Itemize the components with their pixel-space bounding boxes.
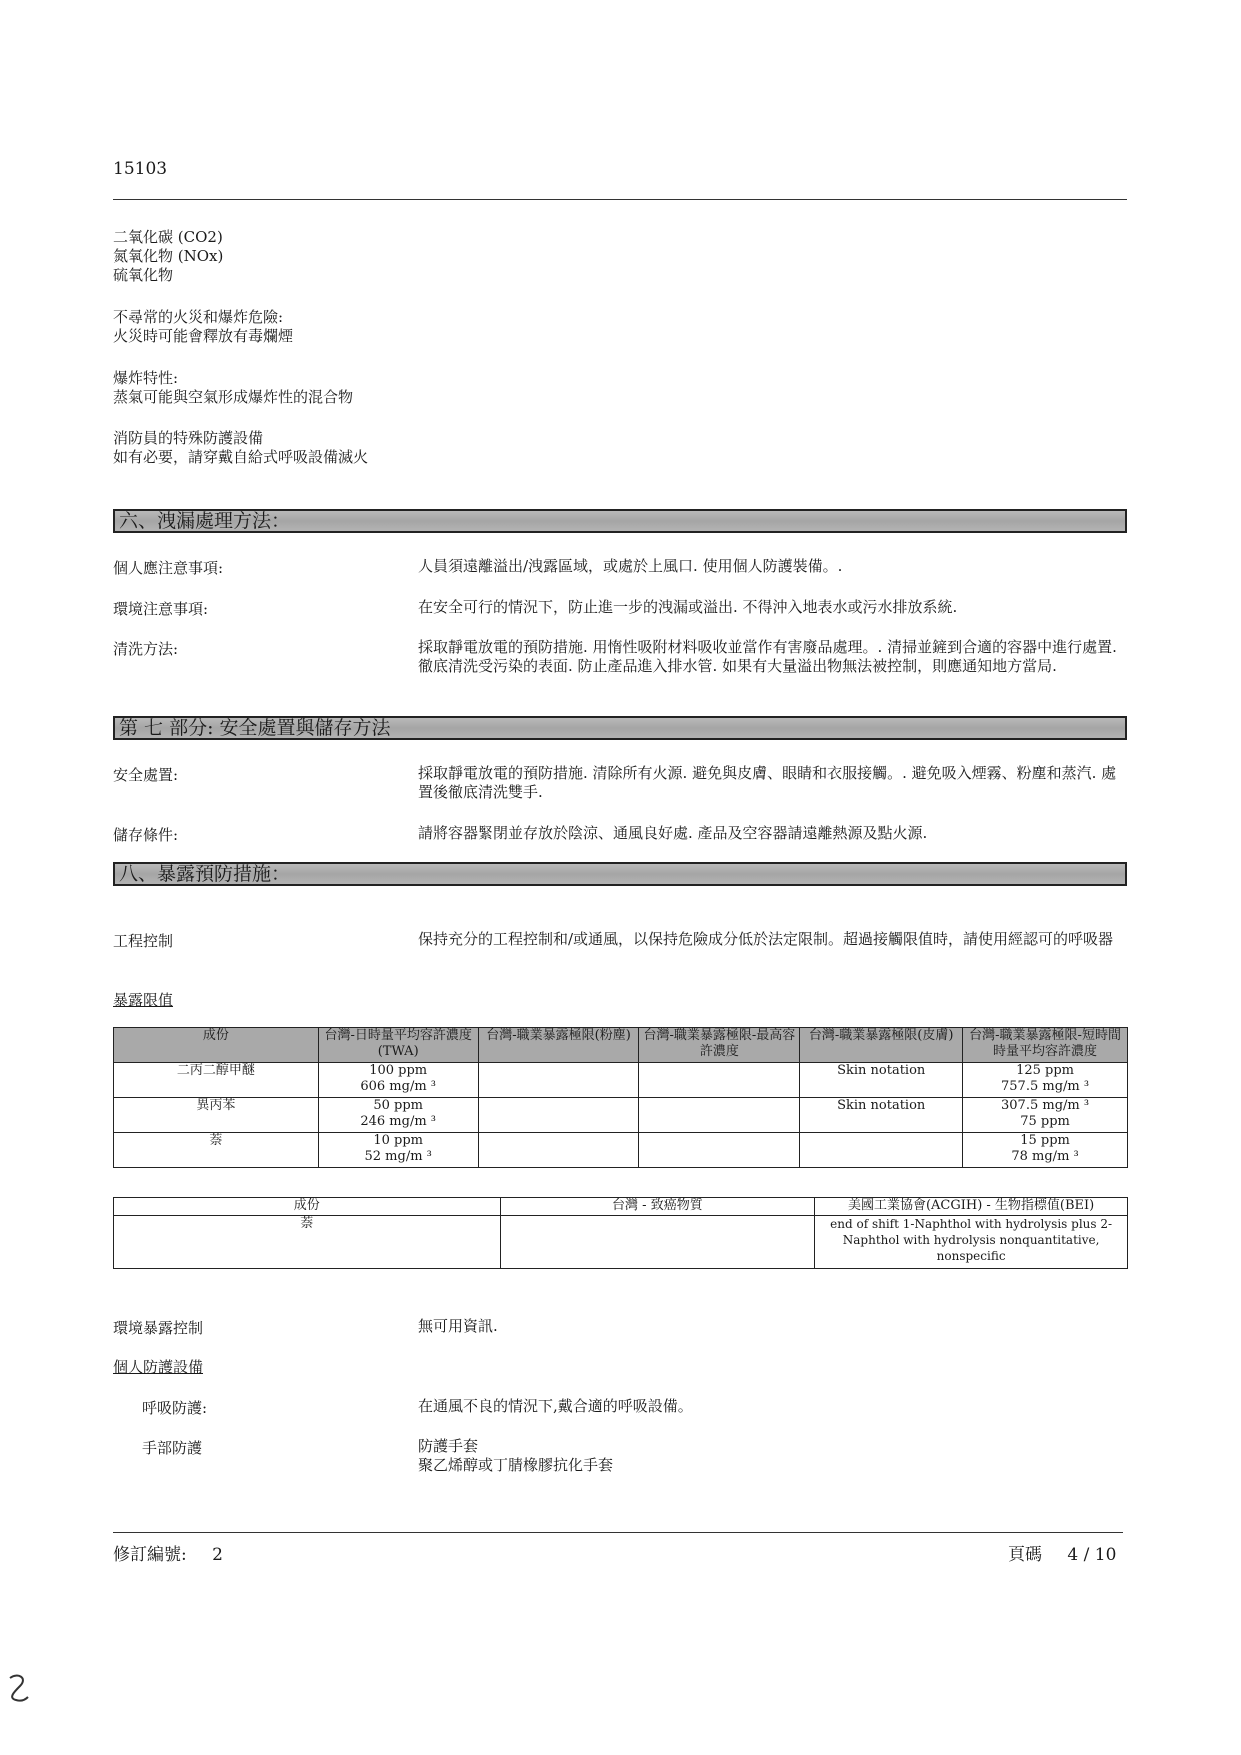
document-id: 15103 <box>113 159 168 179</box>
col-stel: 台灣-職業暴露極限-短時間時量平均容許濃度 <box>963 1028 1128 1063</box>
exposure-limits-table <box>113 1027 1128 1168</box>
cell-dust <box>478 1098 639 1133</box>
cleanup-methods-value: 採取靜電放電的預防措施. 用惰性吸附材料吸收並當作有害廢品處理。. 清掃並鏟到合適的容器中進行處置. 徹底清洗受污染的表面. 防止產品進入排水管. 如果有大量溢出物無法被控制，則應通知地方當局. <box>418 638 1117 675</box>
respiratory-protection-value: 在通風不良的情況下,戴合適的呼吸設備。 <box>418 1397 693 1415</box>
revision-number <box>113 1540 223 1565</box>
cell-skin: Skin notation <box>800 1098 963 1133</box>
firefighter-block <box>113 429 368 467</box>
firefighter-title: 消防員的特殊防護設備 <box>113 429 264 447</box>
col-bei: 美國工業協會(ACGIH) - 生物指標值(BEI) <box>815 1198 1128 1216</box>
col-component: 成份 <box>114 1198 501 1216</box>
env-exposure-control-label: 環境暴露控制 <box>113 1319 204 1337</box>
cell-component: 萘 <box>114 1216 501 1269</box>
cell-dust <box>478 1063 639 1098</box>
ppe-title: 個人防護設備 <box>113 1358 204 1376</box>
col-twa: 台灣-日時量平均容許濃度(TWA) <box>318 1028 478 1063</box>
personal-precautions-value: 人員須遠離溢出/洩露區域，或處於上風口. 使用個人防護裝備。. <box>418 557 843 575</box>
col-skin: 台灣-職業暴露極限(皮膚) <box>800 1028 963 1063</box>
table-row <box>114 1133 1128 1168</box>
explosion-title: 爆炸特性: <box>113 369 179 387</box>
cell-component: 萘 <box>114 1133 319 1168</box>
fire-hazard-block <box>113 308 293 346</box>
col-ceiling: 台灣-職業暴露極限-最高容許濃度 <box>639 1028 800 1063</box>
fire-product-sox: 硫氧化物 <box>113 266 174 284</box>
table-row <box>114 1098 1128 1133</box>
cell-bei: end of shift 1-Naphthol with hydrolysis plus 2-Naphthol with hydrolysis nonquantitative, nonspecific <box>815 1216 1128 1269</box>
cell-component: 異丙苯 <box>114 1098 319 1133</box>
storage-label: 儲存條件: <box>113 826 179 844</box>
page-label: 頁碼 <box>1008 1545 1042 1565</box>
cell-stel: 125 ppm 757.5 mg/m ³ <box>963 1063 1128 1098</box>
col-carcinogen: 台灣 - 致癌物質 <box>500 1198 815 1216</box>
table-row <box>114 1063 1128 1098</box>
table-row <box>114 1216 1128 1269</box>
safe-handling-label: 安全處置: <box>113 766 179 784</box>
table-header-row <box>114 1198 1128 1216</box>
col-component: 成份 <box>114 1028 319 1063</box>
cell-component: 二丙二醇甲醚 <box>114 1063 319 1098</box>
cell-twa: 10 ppm 52 mg/m ³ <box>318 1133 478 1168</box>
engineering-controls-value: 保持充分的工程控制和/或通風，以保持危險成分低於法定限制。超過接觸限值時，請使用經認可的呼吸器 <box>418 930 1114 948</box>
footer-rule <box>113 1532 1123 1533</box>
table-header-row <box>114 1028 1128 1063</box>
revision-value: 2 <box>212 1545 223 1565</box>
fire-hazard-title: 不尋常的火災和爆炸危險: <box>113 308 284 326</box>
section6-header: 六、洩漏處理方法： <box>113 509 1127 533</box>
handwritten-mark-icon <box>4 1672 34 1708</box>
cleanup-methods-label: 清洗方法: <box>113 640 179 658</box>
cell-twa: 50 ppm 246 mg/m ³ <box>318 1098 478 1133</box>
fire-products-list <box>113 228 223 285</box>
hand-protection-line: 聚乙烯醇或丁腈橡膠抗化手套 <box>418 1456 614 1474</box>
fire-product-nox: 氮氧化物 (NOx) <box>113 247 224 265</box>
fire-product-co2: 二氧化碳 (CO2) <box>113 228 223 246</box>
safe-handling-value: 採取靜電放電的預防措施. 清除所有火源. 避免與皮膚、眼睛和衣服接觸。. 避免吸入煙霧、粉塵和蒸汽. 處置後徹底清洗雙手. <box>418 764 1117 801</box>
cell-stel: 15 ppm 78 mg/m ³ <box>963 1133 1128 1168</box>
section8-header: 八、暴露預防措施： <box>113 862 1127 886</box>
cell-stel: 307.5 mg/m ³ 75 ppm <box>963 1098 1128 1133</box>
personal-precautions-label: 個人應注意事項: <box>113 559 224 577</box>
header-rule <box>113 199 1127 200</box>
hand-protection-value <box>418 1437 613 1475</box>
storage-value: 請將容器緊閉並存放於陰涼、通風良好處. 產品及空容器請遠離熱源及點火源. <box>418 824 928 842</box>
respiratory-protection-label: 呼吸防護: <box>142 1399 208 1417</box>
hand-protection-line: 防護手套 <box>418 1437 479 1455</box>
page-number <box>1008 1540 1116 1565</box>
exposure-limits-title: 暴露限值 <box>113 991 174 1009</box>
hand-protection-label: 手部防護 <box>142 1439 203 1457</box>
cell-skin <box>800 1133 963 1168</box>
biological-limits-table <box>113 1197 1128 1269</box>
explosion-text: 蒸氣可能與空氣形成爆炸性的混合物 <box>113 388 354 406</box>
environmental-precautions-label: 環境注意事項: <box>113 600 209 618</box>
cell-twa: 100 ppm 606 mg/m ³ <box>318 1063 478 1098</box>
col-dust: 台灣-職業暴露極限(粉塵) <box>478 1028 639 1063</box>
fire-hazard-text: 火災時可能會釋放有毒爛煙 <box>113 327 294 345</box>
cell-dust <box>478 1133 639 1168</box>
cell-carcinogen <box>500 1216 815 1269</box>
engineering-controls-label: 工程控制 <box>113 932 174 950</box>
env-exposure-control-value: 無可用資訊. <box>418 1317 498 1335</box>
cell-ceiling <box>639 1063 800 1098</box>
page-value: 4 / 10 <box>1067 1545 1117 1565</box>
section7-header: 第 七 部分: 安全處置與儲存方法 <box>113 716 1127 740</box>
cell-skin: Skin notation <box>800 1063 963 1098</box>
explosion-block <box>113 369 353 407</box>
revision-label: 修訂編號: <box>113 1545 187 1565</box>
cell-ceiling <box>639 1098 800 1133</box>
environmental-precautions-value: 在安全可行的情況下，防止進一步的洩漏或溢出. 不得沖入地表水或污水排放系統. <box>418 598 958 616</box>
cell-ceiling <box>639 1133 800 1168</box>
firefighter-text: 如有必要，請穿戴自給式呼吸設備滅火 <box>113 448 369 466</box>
